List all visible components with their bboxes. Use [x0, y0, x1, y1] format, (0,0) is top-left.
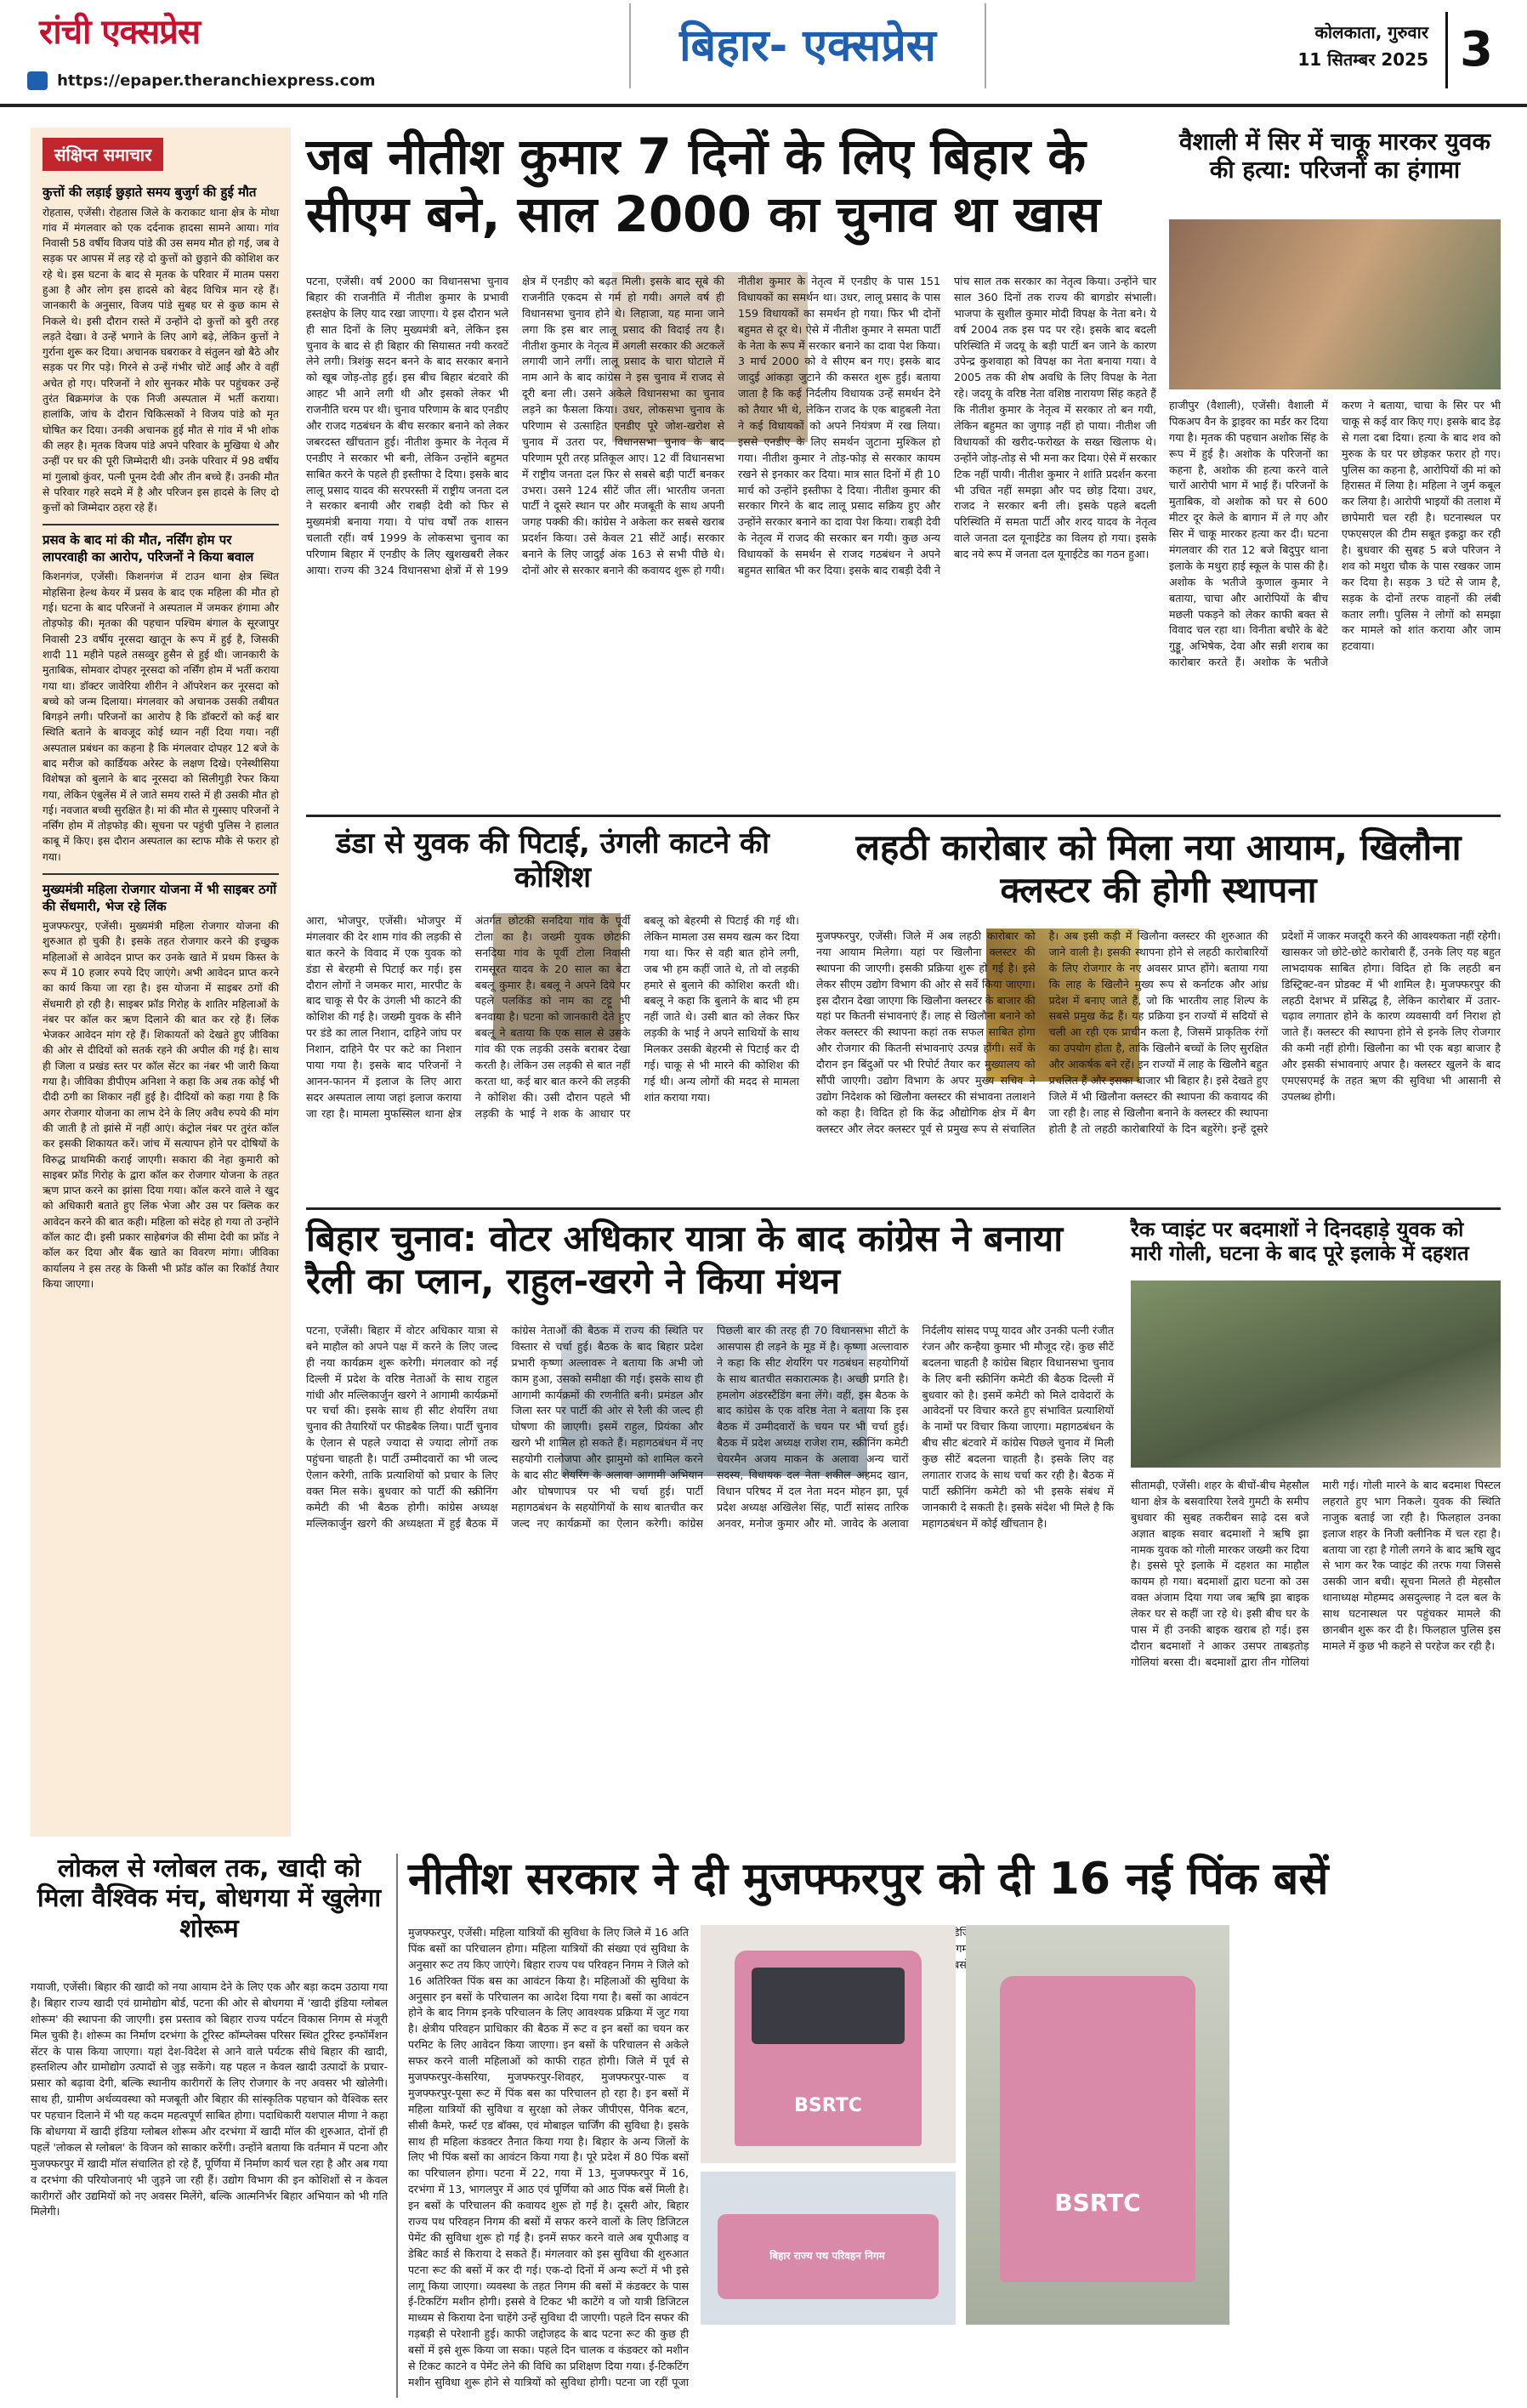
brief-item — [43, 882, 279, 1292]
section-divider — [306, 1207, 1501, 1210]
lahthi-body: मुजफ्फरपुर, एजेंसी। जिले में अब लहठी कारोबार को नया आयाम मिलेगा। यहां पर खिलौना क्लस्टर की स्थापना की जाएगी। इसकी प्रक्रिया शुरू हो गई है। इसे लेकर सीएम उद्योग विभाग की ओर से सर्वे किया जाएगा। इस दौरान देखा जाएगा कि खिलौना क्लस्टर के बाजार की यहां पर कितनी संभावनाएं हैं। लाह से खिलौना बनाने को लेकर क्लस्टर की स्थापना कहां तक सफल साबित होगा और रोजगार की कितनी संभावनाएं उत्पन्न होंगी। सर्वे के दौरान इन बिंदुओं पर भी रिपोर्ट तैयार कर मुख्यालय को सौंपी जाएगी। उद्योग विभाग के अपर मुख्य सचिव ने उद्योग निदेशक को खिलौना क्लस्टर की संभावना तलाशने को कहा है। विदित हो कि केंद्र औद्योगिक क्षेत्र में बैग क्लस्टर और लेदर क्लस्टर पूर्व से प्रमुख रूप से संचालित है। अब इसी कड़ी में खिलौना क्लस्टर की शुरुआत की जाने वाली है। इसकी स्थापना होने से लहठी कारोबारियों के लिए रोजगार के नए अवसर प्राप्त होंगे। बताया गया कि लाह के खिलौने मुख्य रूप से कर्नाटक और आंध्र प्रदेश में बनाए जाते हैं, जो कि भारतीय लाह शिल्प के सबसे प्रमुख केंद्र हैं। यह प्रक्रिया इन राज्यों में सदियों से चली आ रही एक प्राचीन कला है, जिसमें प्राकृतिक रंगों का उपयोग होता है, ताकि खिलौने बच्चों के लिए सुरक्षित और आकर्षक बने रहें। इन राज्यों में लाह के खिलौने बहुत प्रचलित हैं और इसका बाजार भी बिहार है। इसे देखते हुए जिले में भी खिलौना क्लस्टर की स्थापना की कवायद की जा रही है। लाह से खिलौना बनाने के क्लस्टर की स्थापना होती है तो लहठी कारोबारियों के दिन बहुरेंगे। इन्हें दूसरे प्रदेशों में जाकर मजदूरी करने की आवश्यकता नहीं रहेगी। खासकर जो छोटे-छोटे कारोबारी हैं, उनके लिए यह बहुत लाभदायक साबित होगा। विदित हो कि लहठी बन डिस्ट्रिक्ट-वन प्रोडक्ट में भी शामिल है। मुजफ्फरपुर की लहठी देशभर में प्रसिद्ध है, लेकिन कारोबार में उतार-चढ़ाव लगातार होने के कारण व्यवसायी वर्ग निराश हो जाते हैं। क्लस्टर की स्थापना होने से इनके लिए रोजगार की कमी नहीं होगी। खिलौना का भी एक बड़ा बाजार है और इसकी संभावनाएं अपार है। क्लस्टर खुलने के बाद एमएसएमई के तहत ऋण की सुविधा भी आसानी से उपलब्ध होगी। — [816, 929, 1501, 1135]
rack-headline: रैक प्वाइंट पर बदमाशों ने दिनदहाड़े युवक को मारी गोली, घटना के बाद पूरे इलाके में दहशत — [1131, 1218, 1469, 1266]
vaishali-headline: वैशाली में सिर में चाकू मारकर युवक की हत्या: परिजनों का हंगामा — [1179, 128, 1490, 185]
brief-headline: प्रसव के बाद मां की मौत, नर्सिंग होम पर लापरवाही का आरोप, परिजनों ने किया बवाल — [43, 532, 254, 565]
danda-body: आरा, भोजपुर, एजेंसी। भोजपुर में मंगलवार की देर शाम गांव की लड़की से बात करने के विवाद में एक युवक को डंडा से बेरहमी से पिटाई कर गई। इस दौरान लोगों ने जमकर मारा, मारपीट के बाद चाकू से पैर के उंगली भी काटने की कोशिश की गई है। जख्मी युवक के सीने पर डंडे का लाल निशान, दाहिने जांघ पर निशान, दाहिने पैर पर कटे का निशान पाया गया है। इसके बाद परिजनों ने आनन-फानन में इलाज के लिए आरा सदर अस्पताल लाया जहां इलाज कराया जा रहा है। मामला मुफस्सिल थाना क्षेत्र अंतर्गत छोटकी सनदिया गांव के पूर्वी टोला का है। जख्मी युवक छोटकी सनदिया गांव के पूर्वी टोला निवासी रामसूरत यादव के 20 साल का बेटा बबलू कुमार है। बबलू ने अपने दिये पर पहले पलकिंड को नाम का टट्टू भी बनवाया है। घटना को जानकारी देते हुए बबलू ने बताया कि एक साल से उसके गांव की एक लड़की उसके बराबर देखा करती है। लेकिन उस लड़की से बात नहीं करता था, कई बार बात करने की लड़की ने कोशिश की। उसी दौरान पहले भी लड़की के भाई ने शक के आधार पर बबलू को बेहरमी से पिटाई की गई थी। लेकिन मामला उस समय खत्म कर दिया गया था। फिर से वही बात होने लगी, जब भी हम कहीं जाते थे, तो वो लड़की हमारे से बुलाने की कोशिश करती थी। बबलू ने कहा कि बुलाने के बाद भी हम नहीं जाते थे। उसी बात को लेकर फिर लड़की के भाई ने अपने साथियों के साथ मिलकर उसकी बेहरमी से पिटाई कर दी गई। चाकू से भी मारने की कोशिश की गई थी। अन्य लोगों की मदद से मामला शांत कराया गया। — [306, 914, 799, 1120]
pink-bus-story — [408, 1854, 1501, 2398]
congress-story — [306, 1218, 1114, 1813]
bus-side-text: बिहार राज्य पथ परिवहन निगम — [769, 2250, 885, 2262]
brief-headline: कुत्तों की लड़ाई छुड़ाते समय बुजुर्ग की हुई मौत — [43, 185, 257, 200]
congress-body: पटना, एजेंसी। बिहार में वोटर अधिकार यात्रा से बने माहौल को अपने पक्ष में करने के लिए जल्द ही नया कार्यक्रम शुरू करेगी। मंगलवार को नई दिल्ली में प्रदेश के वरिष्ठ नेताओं के साथ राहुल गांधी और मल्लिकार्जुन खरगे ने आगामी कार्यक्रमों पर चर्चा की। इसके साथ ही सीट शेयरिंग तथा चुनाव की तैयारियों पर फीडबैक लिया। पार्टी चुनाव के ऐलान से पहले ज्यादा से ज्यादा लोगों तक पहुंचना चाहती है। पार्टी उम्मीदवारों का भी जल्द ऐलान करेगी, ताकि प्रत्याशियों को प्रचार के लिए वक्त मिल सके। बुधवार को पार्टी की स्क्रीनिंग कमेटी की भी बैठक होगी। कांग्रेस अध्यक्ष मल्लिकार्जुन खरगे की अध्यक्षता में हुई बैठक में कांग्रेस नेताओं की बैठक में राज्य की स्थिति पर विस्तार से चर्चा हुई। बैठक के बाद बिहार प्रदेश प्रभारी कृष्णा अल्लावरू ने बताया कि अभी जो काम हुआ, उसको समीक्षा की गई। इसके साथ ही आगामी कार्यक्रमों की रणनीति बनी। प्रमंडल और जिला स्तर पर पार्टी की ओर से रैली की जल्द ही घोषणा की जाएगी। इसमें राहुल, प्रियंका और खरगे भी शामिल हो सकते हैं। महागठबंधन में नए सहयोगी रालोजपा और झामुमो को शामिल करने के बाद सीट शेयरिंग के अलावा आगामी अभियान और घोषणापत्र पर भी चर्चा हुई। पार्टी महागठबंधन के सहयोगियों के साथ बातचीत कर जल्द नए कार्यक्रमों का ऐलान करेगी। कांग्रेस पिछली बार की तरह ही 70 विधानसभा सीटों के आसपास ही लड़ने के मूड में है। कृष्णा अल्लावारु ने कहा कि सीट शेयरिंग पर गठबंधन सहयोगियों के साथ बातचीत सकारात्मक है। अच्छी प्रगति है। हमलोग अंडरस्टैंडिंग बना लेंगे। वहीं, इस बैठक के बाद कांग्रेस के एक वरिष्ठ नेता ने बताया कि इस बैठक में उम्मीदवारों के चयन पर भी चर्चा हुई। बैठक में प्रदेश अध्यक्ष राजेश राम, स्क्रीनिंग कमेटी चेयरमैन अजय माकन के अलावा अन्य चारों सदस्य, विधायक दल नेता शकील अहमद खान, विधान परिषद में दल नेता मदन मोहन झा, पूर्व प्रदेश अध्यक्ष अखिलेश सिंह, पार्टी सांसद तारिक अनवर, मनोज कुमार और मो. जावेद के अलावा निर्दलीय सांसद पप्पू यादव और उनकी पत्नी रंजीत रंजन और कन्हैया कुमार भी मौजूद रहे। कुछ सीटें बदलना चाहती है कांग्रेस बिहार विधानसभा चुनाव के लिए बनी स्क्रीनिंग कमेटी की बैठक दिल्ली में बुधवार को है। इसमें कमेटी को मिले दावेदारों के आवेदनों पर विचार करते हुए संभावित प्रत्याशियों के नामों पर विचार किया जाएगा। महागठबंधन के बीच सीट बंटवारे में कांग्रेस पिछले चुनाव में मिली कुछ सीटें बदलना चाहती है। इसके लिए वह लगातार राजद के साथ चर्चा कर रही है। बैठक में पार्टी स्क्रीनिंग कमेटी को भी इसके संबंध में जानकारी दे सकती है। इसके संदेश भी मिले है कि महागठबंधन में कोई खींचतान है। — [306, 1324, 1114, 1530]
brief-body: मुजफ्फरपुर, एजेंसी। मुख्यमंत्री महिला रोजगार योजना की शुरुआत हो चुकी है। इसके तहत रोजगार करने की इच्छुक महिलाओं से आवेदन प्राप्त कर उनके खाते में प्रथम किस्त के रूप में 10 हजार रुपये दिए जाएंगे। अभी आवेदन प्राप्त करने का कार्य किया जा रहा है। इस योजना में साइबर ठगों की सेंधमारी हो रही है। साइबर फ्रॉड गिरोह के शातिर महिलाओं के नंबर पर कॉल कर ऋण दिलाने की बात कर रहे हैं। लिंक भेजकर आवेदन मांग रहे हैं। शिकायतों को देखते हुए जीविका की ओर से दीदियों को सतर्क रहने की अपील की गई है। साथ ही जिला व प्रखंड स्तर पर कॉल सेंटर का नंबर भी जारी किया गया है। जीविका डीपीएम अनिशा ने कहा कि अब तक कोई भी दीदी ठगी का शिकार नहीं हुई है। दीदियों को कहा गया है कि अगर रोजगार योजना का लाभ देने के लिए अवैध रुपये की मांग की जाती है तो झांसे में नहीं आएं। कंट्रोल नंबर पर तुरंत कॉल कर इसकी शिकायत करें। जांच में सत्यापन होने पर दोषियों के विरुद्ध प्राथमिकी कराई जाएगी। सकारा की नेहा कुमारी को साइबर फ्रॉड गिरोह के द्वारा कॉल कर रोजगार योजना के तहत ऋण प्राप्त करने का झांसा दिया गया। कॉल करने वाले ने खुद को अधिकारी बताते हुए लिंक भेजा और उस पर क्लिक कर आवेदन करने की बात कही। महिला को संदेह हो गया तो उन्होंने कॉल काट दी। इसी प्रकार साहेबगंज की सीमा देवी का फ्रॉड ने कॉल कर दिया और बैंक खाते का विवरण मांगा। जीविका कार्यालय ने इस तरह के किसी भी फ्रॉड कॉल का रिकॉर्ड तैयार किया जाएगा। — [43, 920, 279, 1290]
sidebar-label: संक्षिप्त समाचार — [43, 138, 163, 171]
dateline-box — [1216, 19, 1428, 87]
rack-body: सीतामढ़ी, एजेंसी। शहर के बीचों-बीच मेहसौल थाना क्षेत्र के बसवारिया रेलवे गुमटी के समीप बुधवार की सुबह तकरीबन साढ़े दस बजे अज्ञात बाइक सवार बदमाशों ने ऋषि झा नामक युवक को गोली मारकर जख्मी कर दिया है। इससे पूरे इलाके में दहशत का माहौल कायम हो गया। बदमाशों द्वारा घटना को उस वक्त अंजाम दिया गया जब ऋषि झा बाइक लेकर घर से कहीं जा रहे थे। इसी बीच घर के पास में ही उनकी बाइक खराब हो गई। इस दौरान बदमाशों ने आकर उसपर ताबड़तोड़ गोलियां बरसा दी। बदमाशों द्वारा तीन गोलियां मारी गई। गोली मारने के बाद बदमाश पिस्टल लहराते हुए भाग निकले। युवक की स्थिति नाजुक बताई जा रही है। फिलहाल उनका इलाज शहर के निजी क्लीनिक में चल रहा है। बताया जा रहा है गोली लगने के बाद ऋषि खुद से भाग कर रैक प्वाइंट की तरफ गया जिससे उसकी जान बची। सूचना मिलते ही मेहसौल थानाध्यक्ष मोहम्मद असदुल्लाह ने दल बल के साथ घटनास्थल पर पहुंचकर मामले की छानबीन शुरू कर दी है। फिलहाल पुलिस इस मामले में कुछ भी कहने से परहेज कर रही है। — [1131, 1479, 1501, 1668]
khadi-story — [31, 1854, 388, 2398]
vaishali-body: हाजीपुर (वैशाली), एजेंसी। वैशाली में पिकअप वैन के ड्राइवर का मर्डर कर दिया गया है। मृतक की पहचान अशोक सिंह के रूप में हुई है। अशोक के परिजनों का कहना है, अशोक की हत्या करने वाले चारों आरोपी भाग में भाई हैं। परिजनों के मुताबिक, वो अशोक को घर से 600 मीटर दूर केले के बागान में ले गए और सिर में चाकू मारकर हत्या कर दी। घटना मंगलवार की रात 12 बजे बिदुपुर थाना इलाके के मथुरा हाई स्कूल के पास की है। अशोक के भतीजे कुणाल कुमार ने बताया, चाचा और आरोपियों के बीच मछली पकड़ने को लेकर काफी बक्त से विवाद चल रहा था। विनीता बचौरे के बेटे गुड्डू, अभिषेक, देवा और सन्नी शराब का कारोबार करते हैं। अशोक के भतीजे करण ने बताया, चाचा के सिर पर भी चाकू से कई वार किए गए। इसके बाद डेढ़ से गला दबा दिया। हत्या के बाद शव को मुरुक के घर पर छोड़कर फरार हो गए। पुलिस का कहना है, आरोपियों की मां को हिरासत में लिया है। महिला ने जुर्म कबूल कर लिया है। आरोपी भाइयों की तलाश में छापेमारी चल रही है। घटनास्थल पर एफएसएल की टीम सबूत इकट्ठा कर रही है। बुधवार की सुबह 5 बजे परिजन ने शव को मथुरा चौक के पास रखकर जाम कर दिया है। सड़क 3 घंटे से जाम है, सड़क के दोनों तरफ वाहनों की लंबी कतार लगी। पुलिस ने लोगों को समझा कर मामले को शांत कराया और जाम हटवाया। — [1169, 399, 1501, 669]
congress-headline: बिहार चुनाव: वोटर अधिकार यात्रा के बाद कांग्रेस ने बनाया रैली का प्लान, राहुल-खरगे ने किया मंथन — [306, 1218, 1064, 1302]
pink-bus-body-left: मुजफ्फरपुर, एजेंसी। महिला यात्रियों की सुविधा के लिए जिले में 16 अति पिंक बसों का परिचालन होगा। महिला यात्रियों की संख्या एवं सुविधा के अनुसार रूट तय किए जाएंगे। बिहार राज्य पथ परिवहन निगम ने जिले को 16 अतिरिक्त पिंक बस का आवंटन किया है। महिलाओं की सुविधा के अनुसार इन बसों के परिचालन का आदेश दिया गया है। बसों का आवंटन होने के बाद निगम इनके परिचालन के लिए आवश्यक प्रक्रिया में जुट गया है। क्षेत्रीय परिवहन प्राधिकार की बैठक में रूट व इन बसों का चयन कर परमिट के लिए आवेदन किया जाएगा। इन बसों के परिचालन से अकेले सफर करने वाली महिलाओं को काफी राहत होगी। जिले में पूर्व से मुजफ्फरपुर-केसरिया, मुजफ्फरपुर-शिवहर, मुजफ्फरपुर-पारू व मुजफ्फरपुर-पूसा रूट में पिंक बस का परिचालन हो रहा है। इन बसों में महिला यात्रियों की सुविधा व सुरक्षा को लेकर जीपीएस, पैनिक बटन, सीसी कैमरे, फर्स्ट एड बॉक्स, एवं मोबाइल चार्जिंग की सुविधा है। इसके साथ ही महिला कंडक्टर तैनात किया गया है। बिहार के अन्य जिलों के लिए भी पिंक बसों का आवंटन किया गया है। पूरे प्रदेश में 80 पिंक बसों का परिचालन होगा। पटना में 22, गया में 13, मुजफ्फरपुर में 16, दरभंगा में 13, भागलपुर में आठ एवं पूर्णिया को आठ पिंक बसें मिली है। इन बसों के परिचालन की कवायद शुरू हो गई है। दूसरी ओर, बिहार राज्य पथ परिवहन निगम की बसों में सफर करने वालों के लिए डिजिटल पेमेंट की सुविधा शुरू हो गई है। इनमें सफर करने वाले अब यूपीआइ व डेबिट कार्ड से किराया दे सकते हैं। मंगलवार को इस सुविधा की शुरुआत पटना रूट की बसों में कर दी गई। एक-दो दिनों में अन्य रूटों में भी इसे लागू किया जाएगा। व्यवस्था के तहत निगम की बसों में कंडक्टर के पास ई-टिकटिंग मशीन होगी। इससे वे टिकट भी काटेंगे व जो यात्री डिजिटल माध्यम से किराया देना चाहेंगे उन्हें सुविधा दी जाएगी। पहले दिन सफर की गड़बड़ी से परेशानी हुई। काफी जद्दोजहद के बाद पटना रूट की कुछ ही बसों में इसे शुरू किया जा सका। पहले दिन चालक व कंडक्टर को मशीन से टिकट काटने व पेमेंट लेने की विधि का प्रशिक्षण दिया गया। ई-टिकटिंग मशीन सुविधा शुरू होने से यात्रियों को सुविधा होगी। पटना जा रहीं पूजा निगम बसों — [408, 1926, 970, 2388]
section-divider — [306, 815, 1501, 817]
khadi-body: गयाजी, एजेंसी। बिहार की खादी को नया आयाम देने के लिए एक और बड़ा कदम उठाया गया है। बिहार राज्य खादी एवं ग्रामोद्योग बोर्ड, पटना की ओर से बोधगया में 'खादी इंडिया ग्लोबल शोरूम' की स्थापना की जाएगी। इस प्रस्ताव को बिहार राज्य पर्यटन विकास निगम से मंजूरी मिल चुकी है। शोरूम का निर्माण दरभंगा के टूरिस्ट कॉम्प्लेक्स परिसर स्थित टूरिस्ट इन्फॉर्मेशन सेंटर के पास किया जाएगा। यहां देश-विदेश से आने वाले पर्यटक सीधे बिहार की खादी, हस्तशिल्प और ग्रामोद्योग उत्पादों से जुड़ सकेंगे। यह पहल न केवल खादी उत्पादों के प्रचार-प्रसार को बढ़ावा देगी, बल्कि स्थानीय कारीगरों के लिए रोजगार के नए अवसर भी खोलेगी। साथ ही, ग्रामीण अर्थव्यवस्था को मजबूती और बिहार की सांस्कृतिक पहचान को वैश्विक स्तर पर पहचान दिलाने में भी यह कदम महत्वपूर्ण साबित होगा। पदाधिकारी यशपाल मीणा ने कहा कि बोधगया में खादी इंडिया ग्लोबल शोरूम और दरभंगा में खादी मॉल की शुरुआत, दोनों ही पहलें 'लोकल से ग्लोबल' के विजन को साकार करेंगी। उन्होंने बताया कि वर्तमान में पटना और मुजफ्फरपुर में खादी मॉल संचालित हो रहे हैं, पूर्णिया में निर्माण कार्य चल रहा है और अब गया व दरभंगा की परियोजनाएं भी जुड़ने जा रही हैं। उद्योग विभाग की इन कोशिशों से न केवल कारीगरों और उद्यमियों को नए अवसर मिलेंगे, बल्कि आत्मनिर्भर बिहार अभियान को भी गति मिलेगी। — [31, 1980, 388, 2218]
page-number: 3 — [1445, 12, 1505, 88]
section-title-box — [629, 3, 986, 88]
cursor-icon — [27, 71, 48, 90]
pink-bus-body-right — [1241, 1925, 1501, 2393]
danda-story — [306, 826, 799, 1201]
pink-bus-headline: नीतीश सरकार ने दी मुजफ्फरपुर को दी 16 नई पिंक बसें — [408, 1854, 1329, 1905]
masthead-rule — [0, 104, 1527, 107]
paper-logo — [39, 7, 260, 58]
city-day: कोलकाता, गुरुवार — [1314, 22, 1428, 43]
lahthi-story — [816, 826, 1501, 1201]
paper-name: रांची एक्सप्रेस — [39, 13, 200, 52]
issue-date: 11 सितम्बर 2025 — [1297, 49, 1428, 70]
brief-item — [43, 185, 279, 515]
vaishali-photo — [1169, 219, 1501, 389]
epaper-link[interactable] — [27, 71, 401, 97]
rack-story — [1131, 1218, 1501, 1813]
danda-headline: डंडा से युवक की पिटाई, उंगली काटने की कोशिश — [336, 826, 769, 895]
brief-body: किशनगंज, एजेंसी। किशनगंज में टाउन थाना क्षेत्र स्थित मोहसिना हेल्थ केयर में प्रसव के बाद एक महिला की मौत हो गई। घटना के बाद परिजनों ने अस्पताल में जमकर हंगामा और तोड़फोड़ की। मृतका की पहचान पश्चिम बंगाल के सूरजापुर निवासी 23 वर्षीय नूरसदा खातून के रूप में हुई है, जिसकी शादी 11 महीने पहले तसव्वुर हुसैन से हुई थी। जानकारी के मुताबिक, सोमवार दोपहर नूरसदा को नर्सिंग होम में भर्ती कराया गया था। डॉक्टर जावेरिया शीरीन ने ऑपरेशन कर नूरसदा को बच्चे को जन्म दिलाया। मंगलवार को अचानक उसकी तबीयत बिगड़ने लगी। परिजनों का आरोप है कि डॉक्टरों को कई बार स्थिति बताने के बावजूद कोई ध्यान नहीं दिया गया। नहीं अस्पताल प्रबंधन का कहना है कि मंगलवार दोपहर 12 बजे के बाद मरीज को कार्डियक अरेस्ट के लक्षण दिखे। एनेस्थीसिया विशेषज्ञ को बुलाने के बाद नूरसदा को सिलीगुड़ी रेफर किया गया, लेकिन एंबुलेंस में ले जाते समय रास्ते में ही उसकी मौत हो गई। नवजात बच्ची सुरक्षित है। मां की मौत से गुस्साए परिजनों ने नर्सिंग होम में तोड़फोड़ की। सूचना पर पहुंची पुलिस ने हालात काबू में किए। इस दौरान अस्पताल का स्टाफ मौके से फरार हो गया। — [43, 571, 279, 863]
lead-story — [306, 128, 1156, 808]
brief-headline: मुख्यमंत्री महिला रोजगार योजना में भी साइबर ठगों की सेंधमारी, भेज रहे लिंक — [43, 882, 277, 914]
epaper-url[interactable]: https://epaper.theranchiexpress.com — [57, 71, 376, 90]
bus-logo-text: BSRTC — [794, 2095, 862, 2116]
lahthi-headline: लहठी कारोबार को मिला नया आयाम, खिलौना क्लस्टर की होगी स्थापना — [855, 826, 1462, 911]
bus-front-photo — [701, 1925, 956, 2163]
khadi-headline: लोकल से ग्लोबल तक, खादी को मिला वैश्विक मंच, बोधगया में खुलेगा शोरूम — [37, 1854, 382, 1944]
column-divider — [396, 1854, 398, 2398]
bus-side-photo — [701, 2172, 956, 2325]
lead-body: पटना, एजेंसी। वर्ष 2000 का विधानसभा चुनाव बिहार की राजनीति में नीतीश कुमार के प्रभावी हस्तक्षेप के लिए याद रखा जाएगा। ये इस दौरान भले ही सात दिनों के लिए मुख्यमंत्री बने, लेकिन इस चुनाव के बाद से ही बिहार की सियासत नयी करवटें लेने लगी। त्रिशंकु सदन बनने के बाद सरकार बनाने को खूब जोड़-तोड़ हुई। इस बीच बिहार बंटवारे की आहट भी आने लगी थी और इसको लेकर भी राजनीति चरम पर थी। चुनाव परिणाम के बाद एनडीए और राजद गठबंधन के बीच सरकार बनाने को लेकर जबरदस्त खींचतान हुई। नीतीश कुमार के नेतृत्व में एनडीए ने सरकार भी बनी, लेकिन उन्होंने बहुमत साबित करने के पहले ही इस्तीफा दे दिया। इसके बाद लालू प्रसाद यादव की सरपरस्ती में राष्ट्रीय जनता दल ने सरकार बनायी और राबड़ी देवी को फिर से मुख्यमंत्री बनाया गया। ये पांच वर्षों तक शासन चलाती रहीं। वर्ष 1999 के लोकसभा चुनाव का परिणाम बिहार में एनडीए के लिए खुशखबरी लेकर आया। राज्य की 324 विधानसभा क्षेत्रों में से 199 क्षेत्र में एनडीए को बढ़त मिली। इसके बाद सूबे की राजनीति एकदम से गर्म हो गयी। अगले वर्ष ही विधानसभा चुनाव होने थे। लिहाजा, यह माना जाने लगा कि इस बार लालू प्रसाद की विदाई तय है। नीतीश कुमार के नेतृत्व में अगली सरकार की अटकलें लगायी जाने लगीं। लालू प्रसाद के चारा घोटाले में नाम आने के बाद कांग्रेस ने इस चुनाव में राजद से दूरी बना ली। उसने अकेले विधानसभा का चुनाव लड़ने का फैसला किया। उधर, लोकसभा चुनाव के परिणाम से उत्साहित एनडीए पूरे जोश-खरोश से चुनाव में उतरा पर, विधानसभा चुनाव के बाद परिणाम पूरी तरह प्रतिकूल आए। 12 वीं विधानसभा में राष्ट्रीय जनता दल फिर से सबसे बड़ी पार्टी बनकर उभरा। उसने 124 सीटें जीत लीं। भारतीय जनता पार्टी ने दूसरे स्थान पर और मजबूती के साथ अपनी जगह पक्की की। कांग्रेस ने अकेला कर सबसे खराब प्रदर्शन किया। उसे केवल 21 सीटें आईं। सरकार बनाने के लिए जादुई अंक 163 से सभी पीछे थे। दोनों ओर से सरकार बनाने की कवायद शुरू हो गयी। नीतीश कुमार के नेतृत्व में एनडीए के पास 151 विधायकों का समर्थन था। उधर, लालू प्रसाद के पास 159 विधायकों का समर्थन हो गया। फिर भी दोनों बहुमत से दूर थे। ऐसे में नीतीश कुमार ने समता पार्टी के नेता के रूप में सरकार बनाने का दावा पेश किया। 3 मार्च 2000 को वे सीएम बन गए। इसके बाद जादुई आंकड़ा जुटाने की कसरत शुरू हुई। बताया जाता है कि कई निर्दलीय विधायक उन्हें समर्थन देने को तैयार भी थे, लेकिन राजद के एक बाहुबली नेता ने कई विधायकों को अपने नियंत्रण में रख लिया। इससे एनडीए के लिए समर्थन जुटाना मुश्किल हो गया। नीतीश कुमार ने तोड़-फोड़ से सरकार कायम रखने से इनकार कर दिया। मात्र सात दिनों में ही 10 मार्च को उन्होंने इस्तीफा दे दिया। नीतीश कुमार की सरकार गिरने के बाद लालू प्रसाद सक्रिय हुए और उन्होंने सरकार बनाने का दावा पेश किया। राबड़ी देवी के नेतृत्व में राजद की सरकार बन गयी। कुछ अन्य विधायकों के समर्थन से राजद गठबंधन ने अपने बहुमत साबित भी कर दिया। इसके बाद राबड़ी देवी ने पांच साल तक सरकार का नेतृत्व किया। उन्होंने चार साल 360 दिनों तक राज्य की बागडोर संभाली। भाजपा के सुशील कुमार मोदी विपक्ष के नेता बने। ये वर्ष 2004 तक इस पद पर रहे। इसके बाद बदली परिस्थिति में जदयू के बड़ी पार्टी बन जाने के कारण उपेन्द्र कुशवाहा को विपक्ष का नेता बनाया गया। वे 2005 तक की शेष अवधि के लिए विपक्ष के नेता रहे। जदयू के वरिष्ठ नेता वशिष्ठ नारायण सिंह कहते हैं कि नीतीश कुमार के नेतृत्व में सरकार तो बन गयी, लेकिन बहुमत का जुगाड़ नहीं हो पाया। नीतीश जी विधायकों की खरीद-फरोख्त के सख्त खिलाफ थे। उन्होंने जोड़-तोड़ से भी मना कर दिया। ऐसे में सरकार टिक नहीं पायी। नीतीश कुमार ने शांति प्रदर्शन करना भी उचित नहीं समझा और पद छोड़ दिया। उधर, राजद ने सरकार बनी ली। इसके पहले बदली परिस्थिति में समता पार्टी और शरद यादव के नेतृत्व वाले जनता दल यूनाईटेड का विलय हो गया। इसके बाद नये रूप में जनता दल यूनाईटेड का गठन हुआ। — [306, 275, 1156, 577]
masthead — [0, 0, 1527, 109]
sidebar — [31, 128, 291, 1837]
bus-rear-photo — [966, 1925, 1229, 2325]
rack-photo — [1131, 1281, 1501, 1468]
bus-rear-logo: BSRTC — [1054, 2189, 1141, 2217]
brief-item — [43, 532, 279, 865]
section-title: बिहार- एक्सप्रेस — [679, 20, 936, 71]
brief-body: रोहतास, एजेंसी। रोहतास जिले के कराकाट थाना क्षेत्र के मोथा गांव में मंगलवार को एक दर्दनाक हादसा सामने आया। गांव निवासी 58 वर्षीय विजय पांडे की उस समय मौत हो गई, जब वे सड़क पर आपस में लड़ रहे दो कुत्तों को छुड़ाने की कोशिश कर रहे थे। इस घटना के बाद से मृतक के परिवार में मातम पसरा हुआ है और लोग इस हादसे को बेहद विचित्र मान रहे हैं। जानकारी के अनुसार, विजय पांडे सुबह घर से कुछ काम से निकले थे। इसी दौरान रास्ते में उन्होंने दो कुत्तों को बुरी तरह लड़ते देखा। वे उन्हें भगाने के लिए आगे बढ़े, लेकिन कुत्तों ने गुर्राना शुरू कर दिया। अचानक घबराकर वे संतुलन खो बैठे और सड़क पर गिर पड़े। गिरने से उन्हें गंभीर चोटें आईं और वे वहीं अचेत हो गए। परिजनों ने शोर सुनकर मौके पर पहुंचकर उन्हें तुरंत बिक्रमगंज के एक निजी अस्पताल में भर्ती कराया। हालांकि, जांच के दौरान चिकित्सकों ने विजय पांडे को मृत घोषित कर दिया। उनकी अचानक हुई मौत से गांव में भी शोक की लहर है। मृतक विजय पांडे अपने परिवार के मुखिया थे और उन्हीं पर घर की पूरी जिम्मेदारी थी। उनके परिवार में 98 वर्षीय मां गुलाबो कुंवर, पत्नी पूनम देवी और तीन बच्चे हैं। उनकी मौत से परिवार गहरे सदमे में है और परिजन इस हादसे के लिए दो कुत्तों को जिम्मेदार ठहरा रहे हैं। — [43, 206, 279, 514]
lead-headline: जब नीतीश कुमार 7 दिनों के लिए बिहार के सीएम बने, साल 2000 का चुनाव था खास — [306, 128, 1101, 244]
vaishali-story — [1169, 128, 1501, 808]
